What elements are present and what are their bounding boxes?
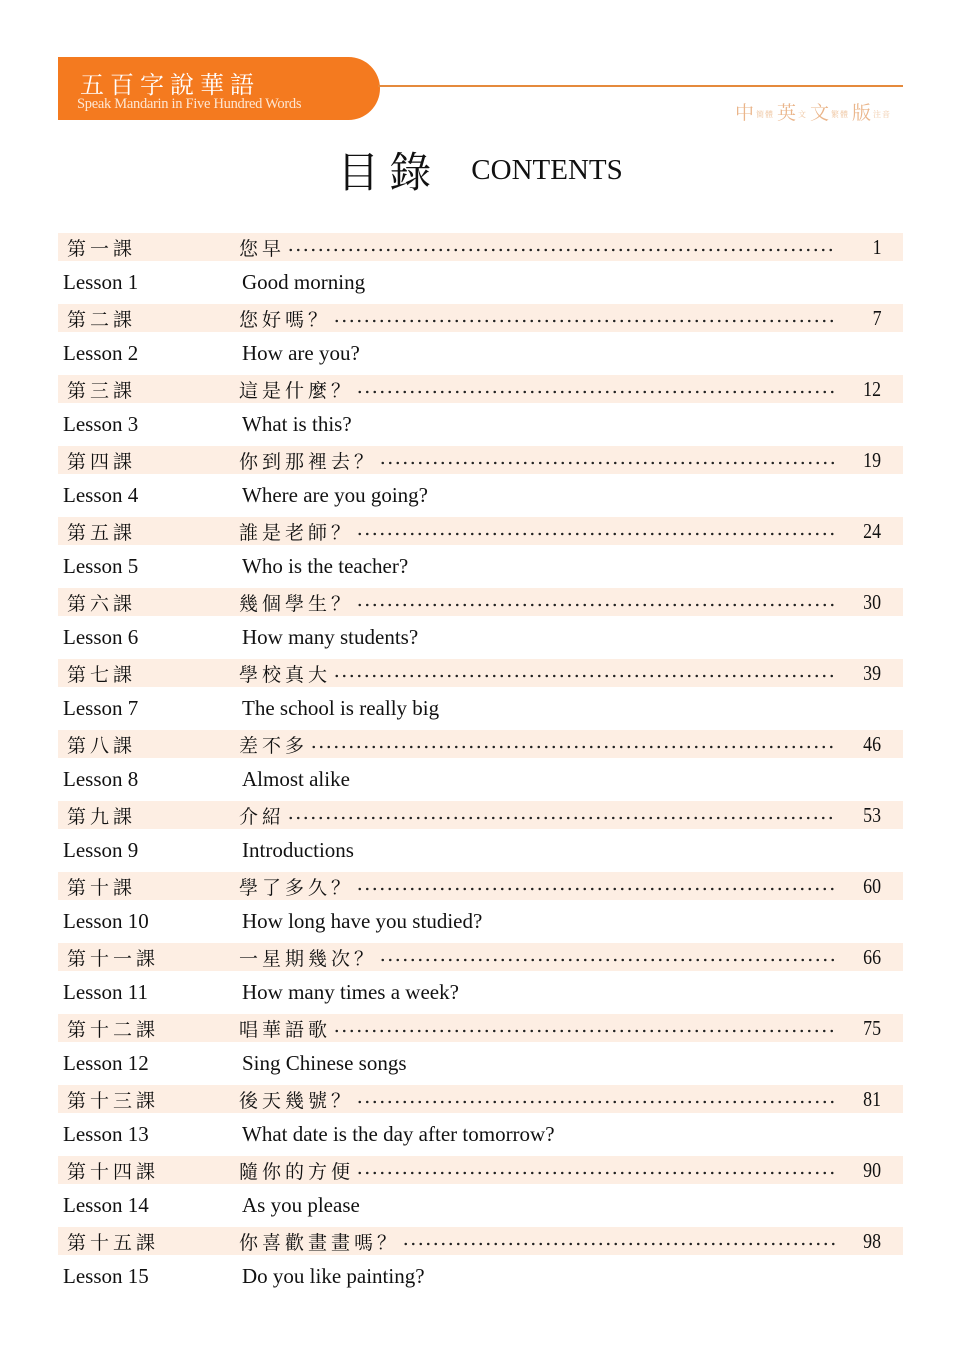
series-title-en: Speak Mandarin in Five Hundred Words <box>77 96 302 112</box>
toc-row-zh[interactable] <box>58 801 903 829</box>
lesson-title-zh: 隨你的方便 <box>239 1160 355 1183</box>
toc-entry[interactable] <box>58 659 903 730</box>
page-number[interactable]: 12 <box>863 376 881 401</box>
toc-row-zh[interactable] <box>58 1227 903 1255</box>
page-number[interactable]: 75 <box>863 1015 881 1040</box>
lesson-number-zh: 第六課 <box>67 592 137 615</box>
dot-leader <box>379 958 837 962</box>
toc-row-zh[interactable] <box>58 446 903 474</box>
title-line <box>239 944 837 971</box>
lesson-title-en: How long have you studied? <box>242 909 483 933</box>
lesson-number-en: Lesson 6 <box>63 625 139 649</box>
title-line <box>239 305 837 332</box>
toc-row-zh[interactable] <box>58 943 903 971</box>
lesson-number-zh: 第十二課 <box>67 1018 160 1041</box>
edition-sub: 簡體 <box>755 109 774 119</box>
series-banner <box>58 57 380 120</box>
lesson-title-en: How many times a week? <box>242 980 459 1004</box>
title-line <box>239 376 837 403</box>
toc-entry[interactable] <box>58 375 903 446</box>
lesson-title-zh: 介紹 <box>239 805 286 828</box>
page-number[interactable]: 98 <box>863 1228 881 1253</box>
toc-row-zh[interactable] <box>58 1014 903 1042</box>
lesson-number-en: Lesson 8 <box>63 767 139 791</box>
toc-entry[interactable] <box>58 233 903 304</box>
lesson-title-en: How are you? <box>242 341 360 365</box>
dot-leader <box>333 319 837 323</box>
edition-label <box>735 98 894 125</box>
title-line <box>239 873 837 900</box>
lesson-number-zh: 第五課 <box>67 521 137 544</box>
lesson-number-en: Lesson 3 <box>63 412 139 436</box>
toc-row-en <box>58 1121 903 1149</box>
lesson-number-zh: 第十一課 <box>67 947 160 970</box>
lesson-number-zh: 第十三課 <box>67 1089 160 1112</box>
edition-sub: 注音 <box>873 109 891 119</box>
lesson-title-zh: 您早 <box>239 237 286 260</box>
title-line <box>239 1086 837 1113</box>
lesson-title-en: The school is really big <box>242 696 440 720</box>
toc-row-en <box>58 766 903 794</box>
title-line <box>239 1015 837 1042</box>
dot-leader <box>356 887 837 891</box>
edition-sub: 繁體 <box>830 109 849 119</box>
page-number[interactable]: 81 <box>863 1086 881 1111</box>
lesson-title-zh: 這是什麼？ <box>239 379 355 402</box>
page-number[interactable]: 1 <box>872 234 881 259</box>
page-number[interactable]: 66 <box>863 944 881 969</box>
lesson-number-en: Lesson 15 <box>63 1264 149 1288</box>
lesson-number-en: Lesson 5 <box>63 554 139 578</box>
toc-entry[interactable] <box>58 801 903 872</box>
lesson-number-en: Lesson 13 <box>63 1122 149 1146</box>
toc-row-en <box>58 624 903 652</box>
toc-entry[interactable] <box>58 943 903 1014</box>
toc-row-zh[interactable] <box>58 872 903 900</box>
lesson-title-zh: 學了多久？ <box>239 876 355 899</box>
title-line <box>239 802 837 829</box>
dot-leader <box>333 1029 837 1033</box>
lesson-number-en: Lesson 1 <box>63 270 139 294</box>
lesson-title-zh: 學校真大 <box>239 663 332 686</box>
toc-row-zh[interactable] <box>58 304 903 332</box>
lesson-number-zh: 第二課 <box>67 308 137 331</box>
toc-entry[interactable] <box>58 446 903 517</box>
toc-entry[interactable] <box>58 304 903 375</box>
series-title-zh: 五百字說華語 <box>80 71 260 99</box>
dot-leader <box>287 248 837 252</box>
title-line <box>239 518 837 545</box>
lesson-number-en: Lesson 9 <box>63 838 139 862</box>
lesson-number-zh: 第九課 <box>67 805 137 828</box>
page-title-zh: 目錄 <box>337 148 442 197</box>
toc-entry[interactable] <box>58 1014 903 1085</box>
toc-row-en <box>58 837 903 865</box>
dot-leader <box>356 603 837 607</box>
page-title-en: CONTENTS <box>471 153 623 186</box>
lesson-title-en: Where are you going? <box>242 483 428 507</box>
title-line <box>239 234 837 261</box>
page-number[interactable]: 60 <box>863 873 881 898</box>
lesson-number-zh: 第七課 <box>67 663 137 686</box>
title-line <box>239 589 837 616</box>
lesson-title-en: How many students? <box>242 625 419 649</box>
edition-char: 英 <box>776 102 797 124</box>
lesson-number-en: Lesson 7 <box>63 696 139 720</box>
lesson-number-en: Lesson 12 <box>63 1051 149 1075</box>
edition-sub: 文 <box>797 109 807 119</box>
toc-entry[interactable] <box>58 730 903 801</box>
dot-leader <box>402 1242 837 1246</box>
title-line <box>239 1157 837 1184</box>
dot-leader <box>333 674 837 678</box>
lesson-number-zh: 第一課 <box>67 237 137 260</box>
lesson-number-zh: 第三課 <box>67 379 137 402</box>
toc-entry[interactable] <box>58 517 903 588</box>
page-number[interactable]: 7 <box>872 305 881 330</box>
lesson-number-en: Lesson 10 <box>63 909 149 933</box>
edition-char: 文 <box>809 102 830 124</box>
lesson-title-zh: 你到那裡去？ <box>239 450 378 473</box>
page-number[interactable]: 46 <box>863 731 881 756</box>
page-number[interactable]: 19 <box>863 447 881 472</box>
toc-row-en <box>58 695 903 723</box>
toc-row-zh[interactable] <box>58 659 903 687</box>
toc-entry[interactable] <box>58 1227 903 1298</box>
lesson-title-en: Who is the teacher? <box>242 554 409 578</box>
lesson-title-en: Introductions <box>242 838 354 862</box>
title-line <box>239 731 837 758</box>
toc-row-zh[interactable] <box>58 588 903 616</box>
edition-char: 版 <box>851 102 872 124</box>
toc-row-en <box>58 340 903 368</box>
toc-row-zh[interactable] <box>58 517 903 545</box>
toc-row-en <box>58 411 903 439</box>
lesson-number-zh: 第十四課 <box>67 1160 160 1183</box>
toc-row-en <box>58 1050 903 1078</box>
table-of-contents <box>58 233 903 1298</box>
page-number[interactable]: 90 <box>863 1157 881 1182</box>
toc-entry[interactable] <box>58 872 903 943</box>
lesson-title-zh: 差不多 <box>239 734 309 757</box>
page-number[interactable]: 24 <box>863 518 881 543</box>
dot-leader <box>310 745 837 749</box>
toc-row-zh[interactable] <box>58 375 903 403</box>
page-number[interactable]: 30 <box>863 589 881 614</box>
lesson-number-zh: 第八課 <box>67 734 137 757</box>
toc-entry[interactable] <box>58 1085 903 1156</box>
dot-leader <box>379 461 837 465</box>
title-line <box>239 660 837 687</box>
dot-leader <box>287 816 837 820</box>
edition-char: 中 <box>734 102 755 124</box>
dot-leader <box>356 532 837 536</box>
lesson-title-en: What date is the day after tomorrow? <box>242 1122 555 1146</box>
toc-row-en <box>58 1263 903 1291</box>
header-rule-divider <box>378 85 903 87</box>
lesson-title-en: Good morning <box>242 270 366 294</box>
lesson-number-en: Lesson 14 <box>63 1193 149 1217</box>
lesson-title-zh: 後天幾號？ <box>239 1089 355 1112</box>
toc-row-zh[interactable] <box>58 730 903 758</box>
lesson-number-zh: 第四課 <box>67 450 137 473</box>
page-number[interactable]: 53 <box>863 802 881 827</box>
dot-leader <box>356 390 837 394</box>
lesson-title-en: Do you like painting? <box>242 1264 425 1288</box>
dot-leader <box>356 1100 837 1104</box>
toc-row-en <box>58 482 903 510</box>
lesson-title-zh: 幾個學生？ <box>239 592 355 615</box>
toc-row-en <box>58 908 903 936</box>
page-title <box>0 140 960 200</box>
lesson-number-en: Lesson 2 <box>63 341 139 365</box>
toc-row-zh[interactable] <box>58 233 903 261</box>
toc-entry[interactable] <box>58 588 903 659</box>
toc-row-zh[interactable] <box>58 1156 903 1184</box>
lesson-title-en: Sing Chinese songs <box>242 1051 407 1075</box>
lesson-title-zh: 唱華語歌 <box>239 1018 332 1041</box>
title-line <box>239 447 837 474</box>
lesson-number-zh: 第十五課 <box>67 1231 160 1254</box>
lesson-title-zh: 您好嗎？ <box>239 308 332 331</box>
toc-row-en <box>58 1192 903 1220</box>
lesson-number-en: Lesson 4 <box>63 483 139 507</box>
title-line <box>239 1228 837 1255</box>
lesson-title-en: As you please <box>242 1193 360 1217</box>
lesson-title-zh: 一星期幾次？ <box>239 947 378 970</box>
lesson-title-zh: 你喜歡畫畫嗎？ <box>239 1231 401 1254</box>
toc-entry[interactable] <box>58 1156 903 1227</box>
lesson-title-en: What is this? <box>242 412 352 436</box>
page-number[interactable]: 39 <box>863 660 881 685</box>
dot-leader <box>356 1171 837 1175</box>
toc-row-zh[interactable] <box>58 1085 903 1113</box>
lesson-title-en: Almost alike <box>242 767 350 791</box>
lesson-number-en: Lesson 11 <box>63 980 148 1004</box>
lesson-number-zh: 第十課 <box>67 876 137 899</box>
toc-row-en <box>58 553 903 581</box>
lesson-title-zh: 誰是老師？ <box>239 521 355 544</box>
toc-row-en <box>58 979 903 1007</box>
toc-row-en <box>58 269 903 297</box>
